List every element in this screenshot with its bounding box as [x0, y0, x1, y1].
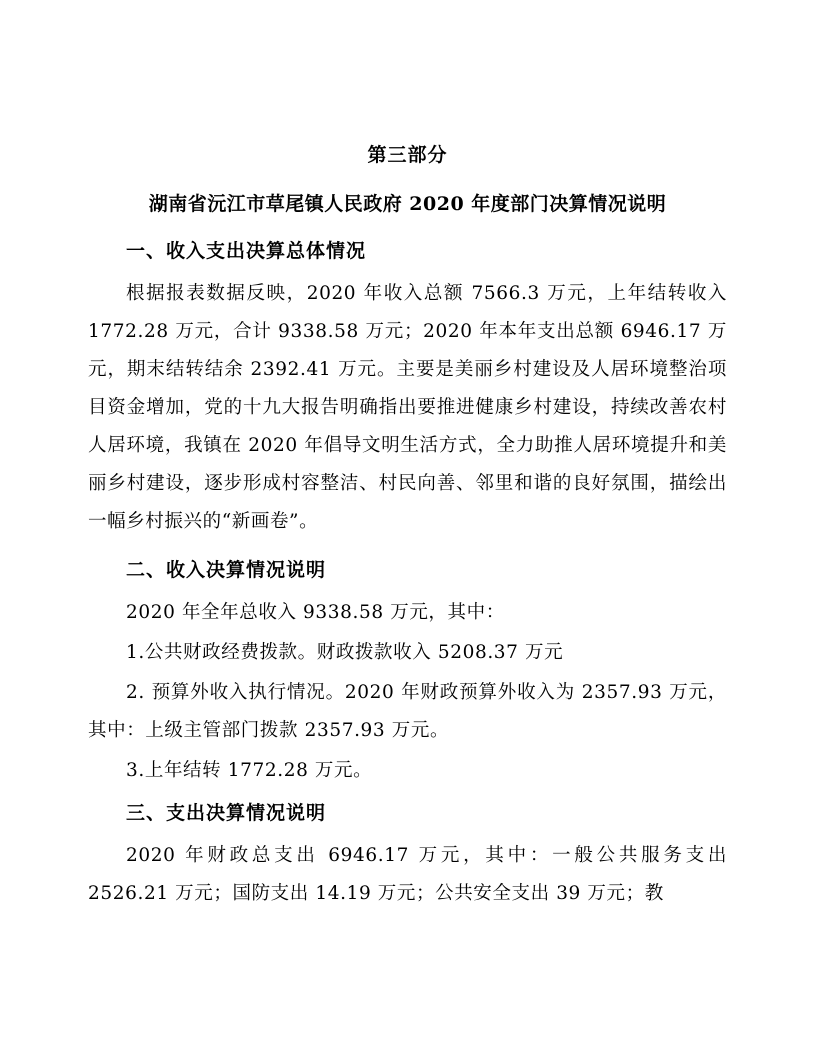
- paragraph: 2020 年财政总支出 6946.17 万元，其中：一般公共服务支出 2526.21 万元；国防支出 14.19 万元；公共安全支出 39 万元；教: [88, 845, 727, 904]
- paragraph: 1.公共财政经费拨款。财政拨款收入 5208.37 万元: [126, 642, 564, 663]
- paragraph: 3.上年结转 1772.28 万元。: [126, 760, 373, 781]
- section-heading: 一、收入支出决算总体情况: [126, 240, 367, 262]
- part-label: 第三部分: [367, 144, 448, 166]
- section-expenditure-settlement: [88, 798, 727, 913]
- paragraph: 根据报表数据反映，2020 年收入总额 7566.3 万元，上年结转收入 1772.28 万元，合计 9338.58 万元；2020 年本年支出总额 6946.17 万元，期末结转结余 2392.41 万元。主要是美丽乡村建设及人居环境整治项目资金增加，党的十九大报告明确指出要推进健康乡村建设，持续改善农村人居环境，我镇在 2020 年倡导文明生活方式，全力助推人居环境提升和美丽乡村建设，逐步形成村容整洁、村民向善、邻里和谐的良好氛围，描绘出一幅乡村振兴的“新画卷”。: [88, 283, 727, 532]
- document-title: 湖南省沅江市草尾镇人民政府 2020 年度部门决算情况说明: [148, 193, 667, 215]
- section-income-expenditure-overview: [88, 236, 727, 541]
- paragraph: 2. 预算外收入执行情况。2020 年财政预算外收入为 2357.93 万元，其中：上级主管部门拨款 2357.93 万元。: [88, 682, 727, 741]
- section-heading: 三、支出决算情况说明: [126, 802, 327, 824]
- section-income-settlement: [88, 555, 727, 790]
- section-heading: 二、收入决算情况说明: [126, 559, 327, 581]
- paragraph: 2020 年全年总收入 9338.58 万元，其中：: [126, 602, 505, 623]
